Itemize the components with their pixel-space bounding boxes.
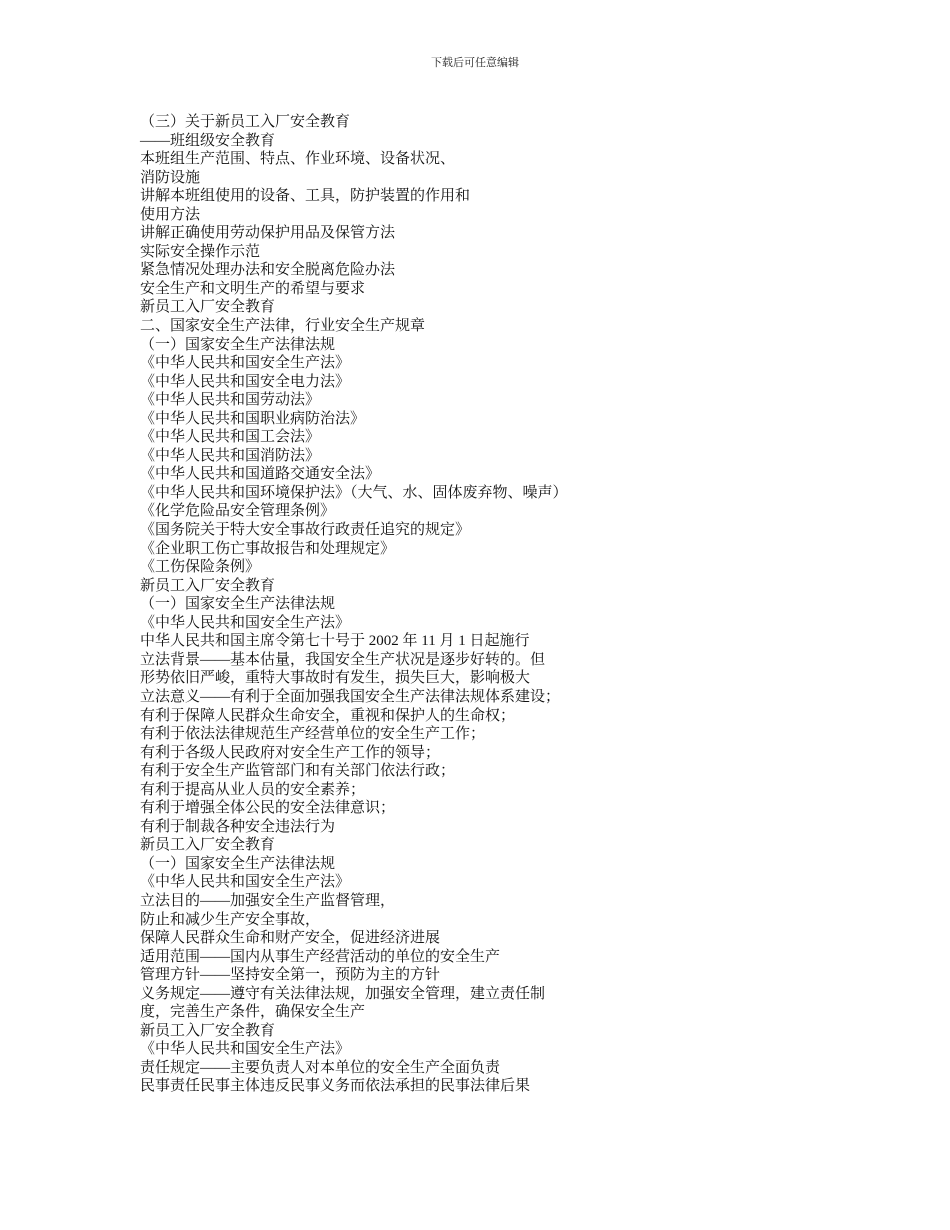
text-line: （一）国家安全生产法律法规: [140, 596, 336, 613]
text-line: 讲解正确使用劳动保护用品及保管方法: [140, 225, 396, 242]
text-line: 新员工入厂安全教育: [140, 577, 276, 594]
text-line: 适用范围——国内从事生产经营活动的单位的安全生产: [140, 948, 501, 965]
text-line: 立法意义——有利于全面加强我国安全生产法律法规体系建设；: [140, 688, 561, 705]
text-line: ——班组级安全教育: [140, 132, 276, 149]
text-line: 中华人民共和国主席令第七十号于 2002 年 11 月 1 日起施行: [140, 633, 530, 650]
text-line: 《中华人民共和国安全生产法》: [140, 614, 351, 631]
text-line: 形势依旧严峻，重特大事故时有发生，损失巨大，影响极大: [140, 670, 531, 687]
text-line: 《中华人民共和国安全生产法》: [140, 355, 351, 372]
text-line: 《中华人民共和国职业病防治法》: [140, 410, 366, 427]
text-line: 《中华人民共和国安全生产法》: [140, 1041, 351, 1058]
text-line: （一）国家安全生产法律法规: [140, 855, 336, 872]
text-line: 消防设施: [140, 169, 201, 186]
text-line: 防止和减少生产安全事故，: [140, 911, 321, 928]
text-line: 安全生产和文明生产的希望与要求: [140, 280, 366, 297]
text-line: 有利于制裁各种安全违法行为: [140, 818, 336, 835]
text-line: 有利于保障人民群众生命安全，重视和保护人的生命权；: [140, 707, 516, 724]
text-line: 有利于依法法律规范生产经营单位的安全生产工作；: [140, 726, 486, 743]
text-line: 立法背景——基本估量，我国安全生产状况是逐步好转的。但: [140, 651, 546, 668]
text-line: 《工伤保险条例》: [140, 559, 261, 576]
page-header: 下载后可任意编辑: [431, 56, 519, 69]
text-line: 本班组生产范围、特点、作业环境、设备状况、: [140, 151, 456, 168]
text-line: 民事责任民事主体违反民事义务而依法承担的民事法律后果: [140, 1078, 531, 1095]
text-line: 《中华人民共和国道路交通安全法》: [140, 466, 381, 483]
text-line: 责任规定——主要负责人对本单位的安全生产全面负责: [140, 1059, 501, 1076]
text-line: 《中华人民共和国环境保护法》（大气、水、固体废弃物、噪声）: [140, 484, 568, 501]
text-line: 《化学危险品安全管理条例》: [140, 503, 336, 520]
text-line: 《企业职工伤亡事故报告和处理规定》: [140, 540, 396, 557]
document-body: [140, 113, 840, 1096]
text-line: 讲解本班组使用的设备、工具，防护装置的作用和: [140, 188, 471, 205]
text-line: 使用方法: [140, 206, 201, 223]
text-line: 《国务院关于特大安全事故行政责任追究的规定》: [140, 522, 471, 539]
text-line: 保障人民群众生命和财产安全，促进经济进展: [140, 930, 441, 947]
text-line: 有利于各级人民政府对安全生产工作的领导；: [140, 744, 441, 761]
text-line: 有利于安全生产监管部门和有关部门依法行政；: [140, 763, 456, 780]
text-line: （一）国家安全生产法律法规: [140, 336, 336, 353]
text-line: 《中华人民共和国安全生产法》: [140, 874, 351, 891]
text-line: （三）关于新员工入厂安全教育: [140, 114, 351, 130]
text-line: 新员工入厂安全教育: [140, 1022, 276, 1039]
text-line: 《中华人民共和国工会法》: [140, 429, 321, 446]
text-line: 《中华人民共和国劳动法》: [140, 392, 321, 409]
text-line: 立法目的——加强安全生产监督管理，: [140, 892, 396, 909]
text-line: 度，完善生产条件，确保安全生产: [140, 1004, 366, 1021]
text-line: 《中华人民共和国消防法》: [140, 447, 321, 464]
text-line: 管理方针——坚持安全第一，预防为主的方针: [140, 967, 441, 984]
text-line: 有利于增强全体公民的安全法律意识；: [140, 800, 396, 817]
text-line: 紧急情况处理办法和安全脱离危险办法: [140, 262, 396, 279]
text-line: 义务规定——遵守有关法律法规，加强安全管理，建立责任制: [140, 985, 546, 1002]
text-line: 《中华人民共和国安全电力法》: [140, 373, 351, 390]
text-line: 新员工入厂安全教育: [140, 837, 276, 854]
text-line: 有利于提高从业人员的安全素养；: [140, 781, 366, 798]
text-line: 实际安全操作示范: [140, 243, 261, 260]
text-line: 二、国家安全生产法律，行业安全生产规章: [140, 318, 426, 335]
text-line: 新员工入厂安全教育: [140, 299, 276, 316]
